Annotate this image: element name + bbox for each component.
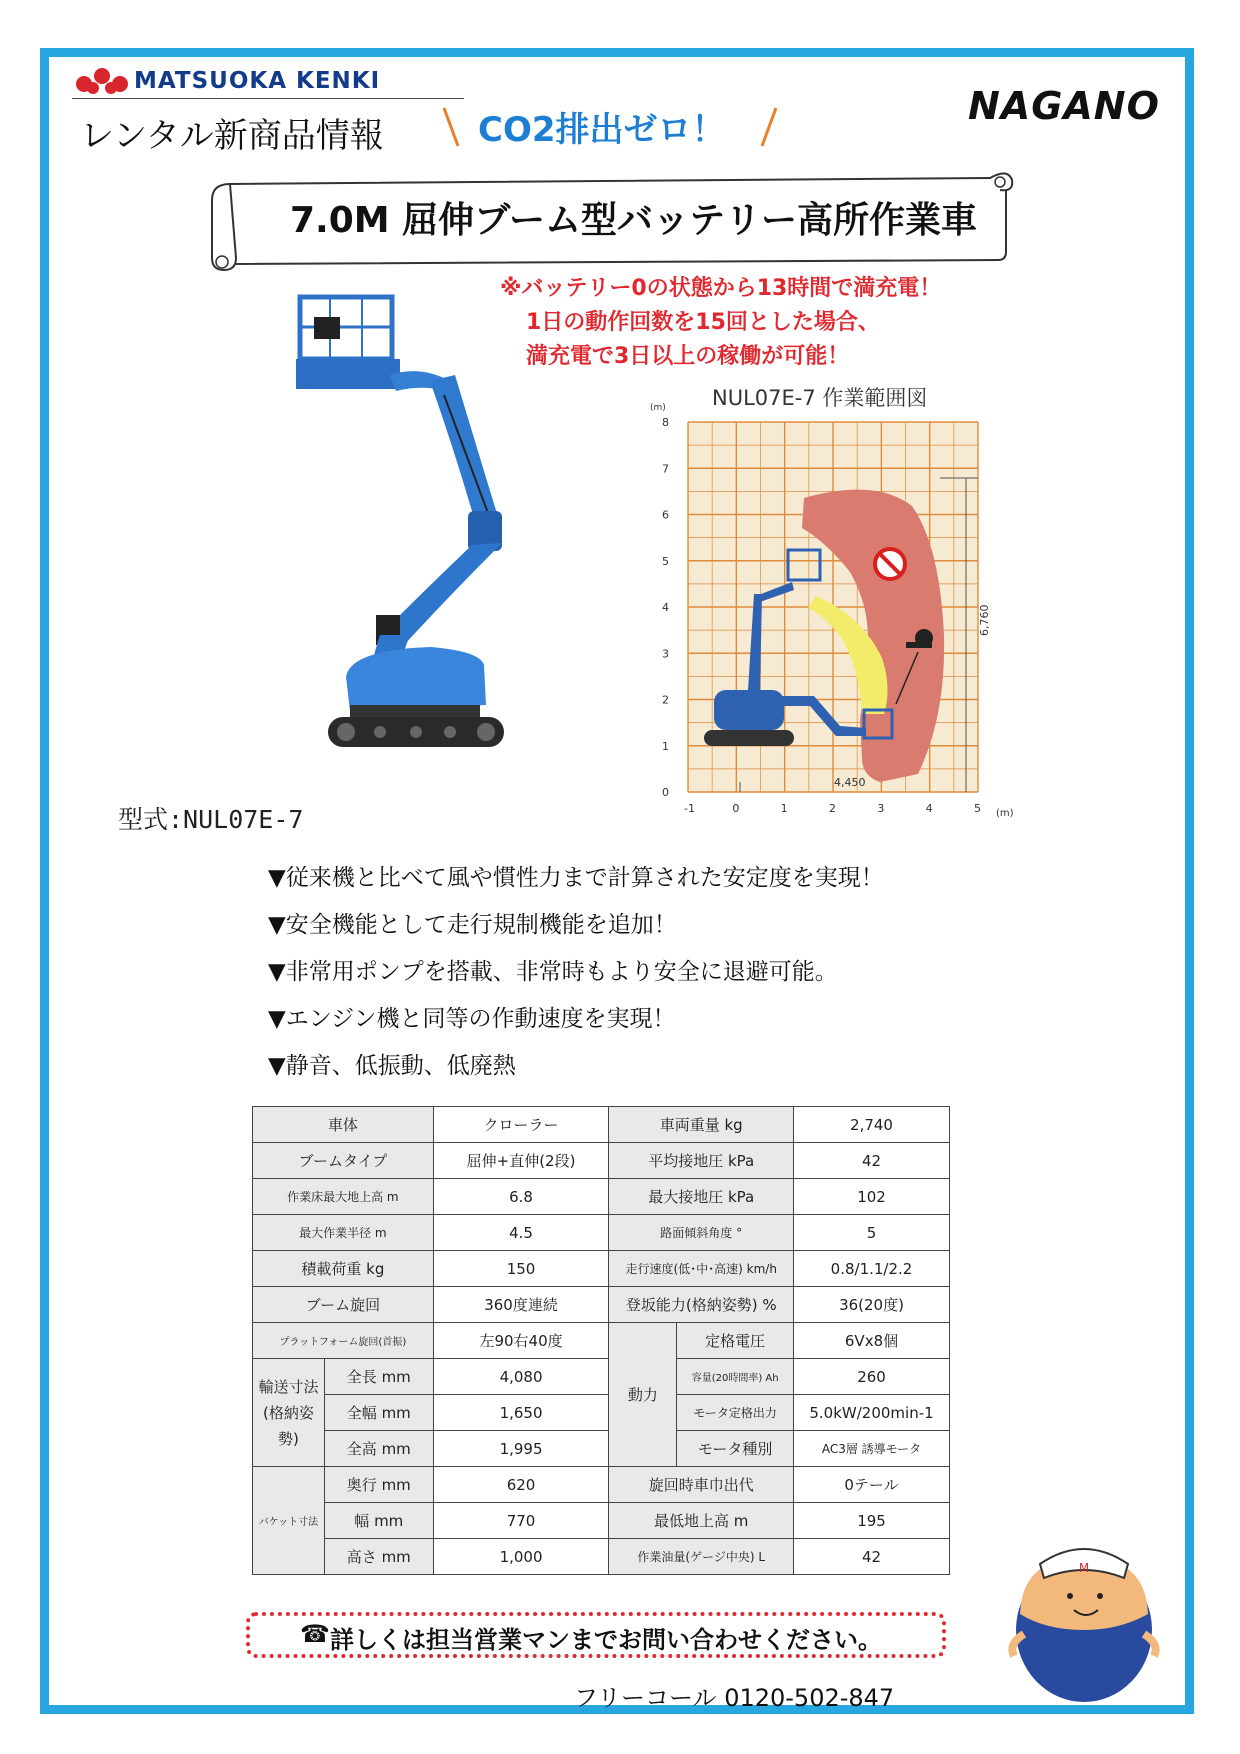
y-tick-label: 3 — [662, 647, 669, 661]
spec-label: 最大接地圧 kPa — [609, 1179, 794, 1215]
matsuoka-flower-logo-icon — [74, 64, 130, 96]
spec-label: 全長 mm — [324, 1359, 433, 1395]
spec-label: 車体 — [253, 1107, 434, 1143]
spec-value: 150 — [433, 1251, 609, 1287]
table-row — [253, 1503, 950, 1539]
table-row — [253, 1323, 950, 1359]
reach-dimension: 4,450 — [834, 776, 866, 789]
y-tick-label: 7 — [662, 462, 669, 476]
spec-value: 195 — [794, 1503, 950, 1539]
y-tick-label: 8 — [662, 416, 669, 429]
spec-label: モータ定格出力 — [677, 1395, 794, 1431]
spec-value: 42 — [794, 1539, 950, 1575]
spec-label: 奥行 mm — [324, 1467, 433, 1503]
spec-value: 2,740 — [794, 1107, 950, 1143]
working-range-diagram — [640, 396, 1050, 820]
spec-label: 積載荷重 kg — [253, 1251, 434, 1287]
feature-item: ▼静音、低振動、低廃熱 — [268, 1053, 516, 1079]
spec-value: 5 — [794, 1215, 950, 1251]
spec-label: 全高 mm — [324, 1431, 433, 1467]
spec-table — [252, 1106, 950, 1575]
spec-label: 最低地上高 m — [609, 1503, 794, 1539]
table-row — [253, 1251, 950, 1287]
spec-label: モータ種別 — [677, 1431, 794, 1467]
model-number: 型式:NUL07E-7 — [118, 805, 304, 834]
table-row — [253, 1395, 950, 1431]
nagano-logo: NAGANO — [968, 84, 1160, 128]
spec-value: 6Vx8個 — [794, 1323, 950, 1359]
spec-value: 1,000 — [433, 1539, 609, 1575]
spec-value: 屈伸+直伸(2段) — [433, 1143, 609, 1179]
spec-label: 登坂能力(格納姿勢) % — [609, 1287, 794, 1323]
spec-value: 0テール — [794, 1467, 950, 1503]
freecall-number[interactable]: フリーコール 0120-502-847 — [574, 1684, 895, 1712]
y-axis-ticks — [662, 416, 669, 799]
spec-value: 4,080 — [433, 1359, 609, 1395]
company-logo: MATSUOKA KENKI — [134, 68, 381, 94]
spec-label: 車両重量 kg — [609, 1107, 794, 1143]
spec-value: 260 — [794, 1359, 950, 1395]
contact-text: 詳しくは担当営業マンまでお問い合わせください。 — [330, 1626, 882, 1654]
spec-label: 容量(20時間率) Ah — [677, 1359, 794, 1395]
spec-label: 路面傾斜角度 ° — [609, 1215, 794, 1251]
spec-value: クローラー — [433, 1107, 609, 1143]
feature-item: ▼エンジン機と同等の作動速度を実現！ — [268, 1006, 676, 1032]
x-axis-unit: (m) — [996, 808, 1014, 819]
x-tick-label: 5 — [974, 802, 981, 815]
spec-label: 走行速度(低･中･高速) km/h — [609, 1251, 794, 1287]
height-dimension: 6,760 — [978, 604, 991, 636]
spec-label: 全幅 mm — [324, 1395, 433, 1431]
y-tick-label: 0 — [662, 786, 669, 799]
table-row — [253, 1287, 950, 1323]
phone-icon: ☎ — [300, 1620, 330, 1648]
spec-value: 6.8 — [433, 1179, 609, 1215]
y-tick-label: 1 — [662, 739, 669, 753]
spec-label: 旋回時車巾出代 — [609, 1467, 794, 1503]
spec-label: 最大作業半径 m — [253, 1215, 434, 1251]
spec-value: 左90右40度 — [433, 1323, 609, 1359]
feature-item: ▼従来機と比べて風や慣性力まで計算された安定度を実現！ — [268, 865, 884, 891]
table-row — [253, 1359, 950, 1395]
co2-zero-heading: CO2排出ゼロ！ — [478, 110, 726, 150]
spec-label: プラットフォーム旋回(首振) — [253, 1323, 434, 1359]
mascot-character-icon — [1000, 1534, 1170, 1704]
y-tick-label: 4 — [662, 601, 669, 614]
y-tick-label: 2 — [662, 693, 669, 707]
power-group-label: 動力 — [609, 1323, 677, 1467]
spec-value: AC3層 誘導モータ — [794, 1431, 950, 1467]
y-tick-label: 6 — [662, 508, 669, 522]
table-row — [253, 1107, 950, 1143]
spec-value: 36(20度) — [794, 1287, 950, 1323]
x-tick-label: 4 — [925, 802, 933, 815]
table-row — [253, 1467, 950, 1503]
spec-value: 620 — [433, 1467, 609, 1503]
x-tick-label: 0 — [732, 802, 740, 815]
spec-value: 4.5 — [433, 1215, 609, 1251]
svg-text:M: M — [1078, 1561, 1090, 1575]
spec-value: 0.8/1.1/2.2 — [794, 1251, 950, 1287]
product-title: 7.0M 屈伸ブーム型バッテリー高所作業車 — [290, 200, 978, 241]
spec-label: ブームタイプ — [253, 1143, 434, 1179]
diagram-title: NUL07E-7 作業範囲図 — [712, 386, 928, 410]
bucket-group-label: バケット寸法 — [253, 1467, 325, 1575]
y-axis-unit: (m) — [650, 403, 666, 413]
spec-label: 幅 mm — [324, 1503, 433, 1539]
table-row — [253, 1143, 950, 1179]
feature-list — [268, 858, 884, 1093]
spec-label: 定格電圧 — [677, 1323, 794, 1359]
transport-group-label: 輸送寸法(格納姿勢) — [253, 1359, 325, 1467]
spec-label: 作業床最大地上高 m — [253, 1179, 434, 1215]
feature-item: ▼非常用ポンプを搭載、非常時もより安全に退避可能。 — [268, 959, 838, 985]
spec-label: 高さ mm — [324, 1539, 433, 1575]
spec-value: 360度連続 — [433, 1287, 609, 1323]
y-tick-label: 5 — [662, 554, 669, 568]
battery-note-line: 満充電で3日以上の稼働が可能！ — [526, 344, 850, 369]
spec-label: 平均接地圧 kPa — [609, 1143, 794, 1179]
spec-value: 1,995 — [433, 1431, 609, 1467]
spec-value: 5.0kW/200min-1 — [794, 1395, 950, 1431]
battery-note-line: 1日の動作回数を15回とした場合、 — [526, 310, 880, 335]
battery-note-line: ※バッテリー0の状態から13時間で満充電！ — [500, 276, 942, 301]
x-tick-label: -1 — [684, 802, 695, 815]
header-divider — [72, 98, 464, 99]
table-row — [253, 1215, 950, 1251]
feature-item: ▼安全機能として走行規制機能を追加！ — [268, 912, 677, 938]
spec-value: 42 — [794, 1143, 950, 1179]
x-tick-label: 3 — [877, 802, 885, 815]
spec-value: 102 — [794, 1179, 950, 1215]
spec-value: 1,650 — [433, 1395, 609, 1431]
x-tick-label: 2 — [829, 802, 836, 815]
spec-label: ブーム旋回 — [253, 1287, 434, 1323]
spec-label: 作業油量(ゲージ中央) L — [609, 1539, 794, 1575]
boom-lift-illustration — [280, 285, 580, 840]
table-row — [253, 1431, 950, 1467]
spec-value: 770 — [433, 1503, 609, 1539]
x-tick-label: 1 — [780, 802, 788, 815]
table-row — [253, 1539, 950, 1575]
x-axis-ticks — [684, 802, 981, 815]
page-subtitle: レンタル新商品情報 — [80, 116, 384, 156]
table-row — [253, 1179, 950, 1215]
